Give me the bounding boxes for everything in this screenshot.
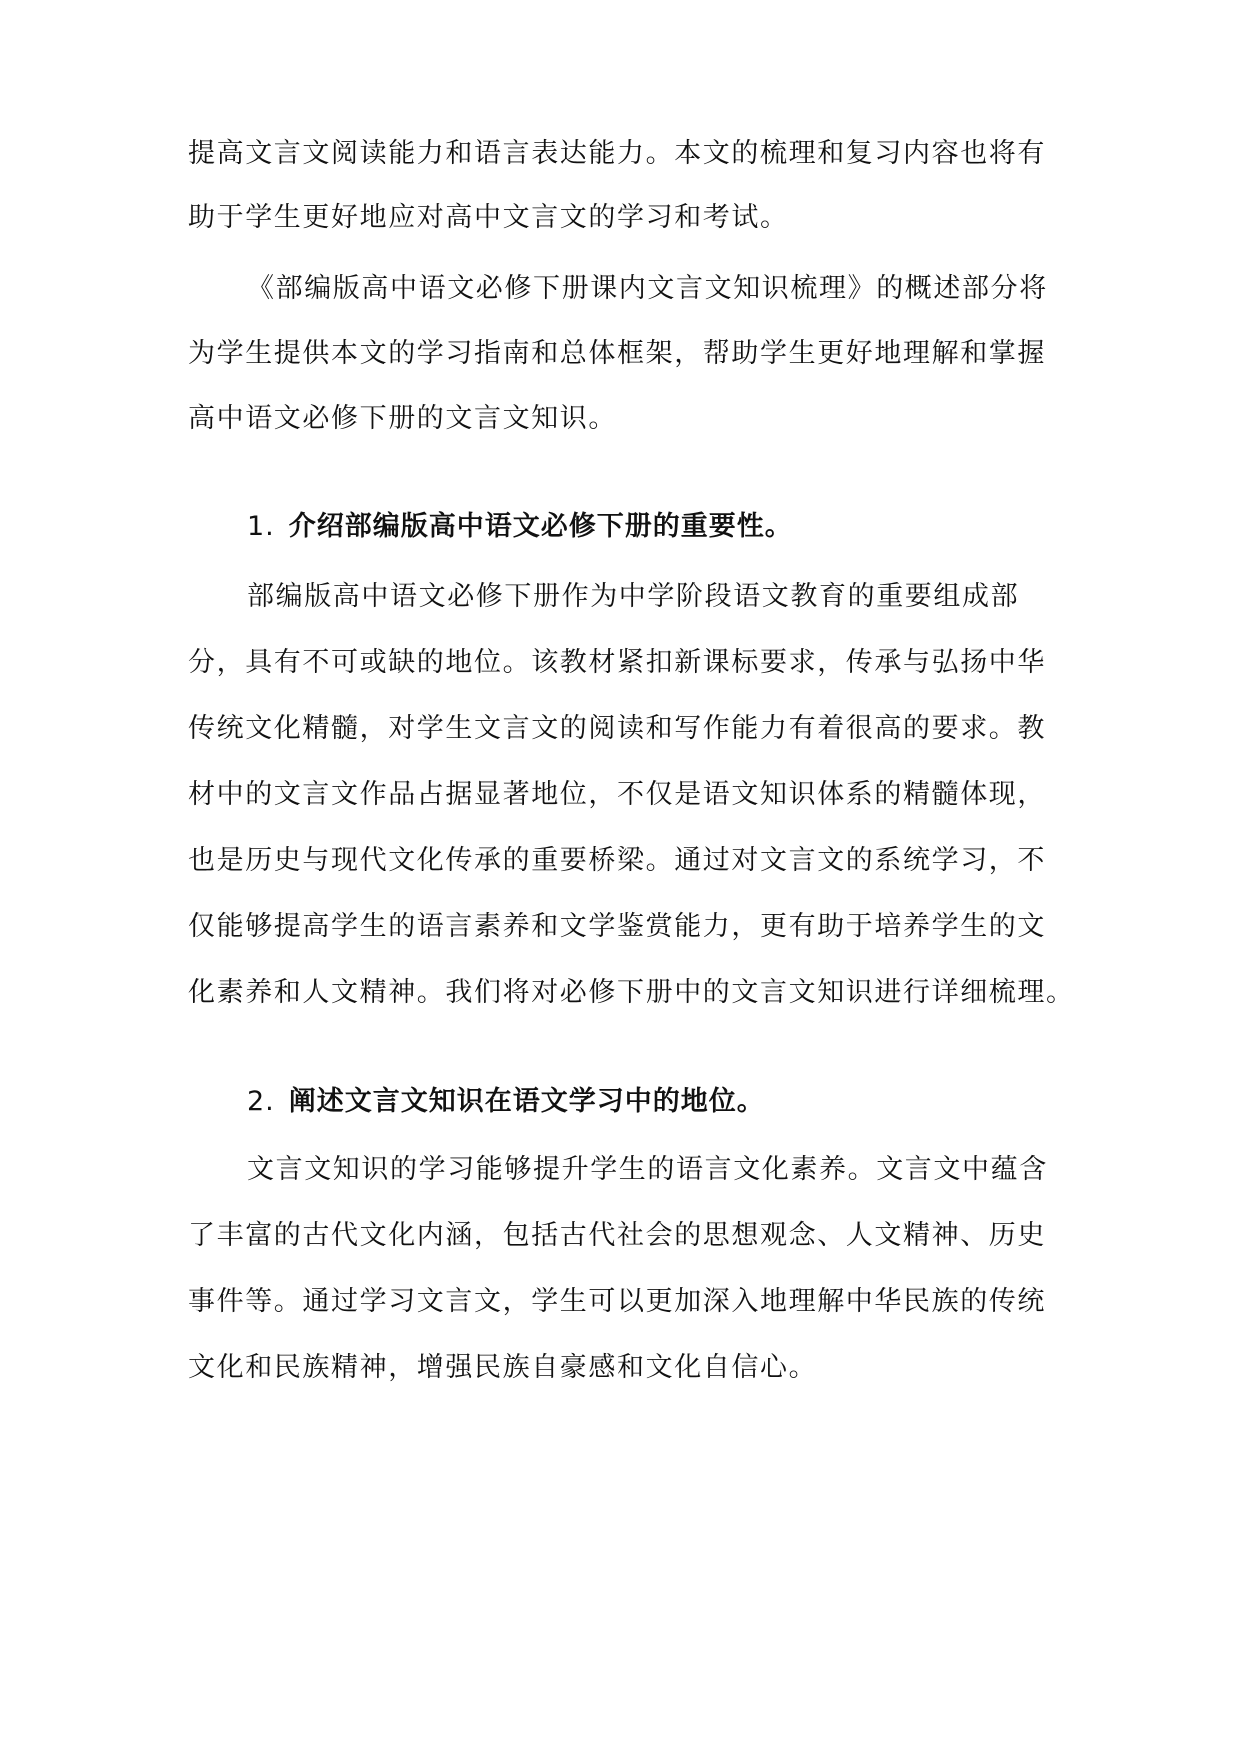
section-2-heading bbox=[247, 1085, 765, 1119]
section-1-line-1: 部编版高中语文必修下册作为中学阶段语文教育的重要组成部 bbox=[247, 581, 1020, 612]
section-1-title: 介绍部编版高中语文必修下册的重要性。 bbox=[288, 511, 793, 542]
section-2-title: 阐述文言文知识在语文学习中的地位。 bbox=[288, 1086, 765, 1117]
overview-line-1: 《部编版高中语文必修下册课内文言文知识梳理》的概述部分将 bbox=[247, 273, 1048, 304]
overview-line-2: 为学生提供本文的学习指南和总体框架，帮助学生更好地理解和掌握 bbox=[188, 338, 1046, 369]
section-2-line-2: 了丰富的古代文化内涵，包括古代社会的思想观念、人文精神、历史 bbox=[188, 1220, 1046, 1251]
section-1-line-4: 材中的文言文作品占据显著地位，不仅是语文知识体系的精髓体现， bbox=[188, 779, 1046, 810]
intro-line-1: 提高文言文阅读能力和语言表达能力。本文的梳理和复习内容也将有 bbox=[188, 138, 1046, 169]
section-1-line-7: 化素养和人文精神。我们将对必修下册中的文言文知识进行详细梳理。 bbox=[188, 977, 1075, 1008]
section-1-heading bbox=[247, 510, 793, 544]
section-2-line-4: 文化和民族精神，增强民族自豪感和文化自信心。 bbox=[188, 1352, 818, 1383]
section-1-line-2: 分，具有不可或缺的地位。该教材紧扣新课标要求，传承与弘扬中华 bbox=[188, 647, 1046, 678]
intro-line-2: 助于学生更好地应对高中文言文的学习和考试。 bbox=[188, 202, 789, 233]
section-2-line-3: 事件等。通过学习文言文，学生可以更加深入地理解中华民族的传统 bbox=[188, 1286, 1046, 1317]
section-2-line-1: 文言文知识的学习能够提升学生的语言文化素养。文言文中蕴含 bbox=[247, 1154, 1048, 1185]
overview-line-3: 高中语文必修下册的文言文知识。 bbox=[188, 403, 617, 434]
section-1-line-3: 传统文化精髓，对学生文言文的阅读和写作能力有着很高的要求。教 bbox=[188, 713, 1046, 744]
section-1-line-6: 仅能够提高学生的语言素养和文学鉴赏能力，更有助于培养学生的文 bbox=[188, 911, 1046, 942]
section-1-line-5: 也是历史与现代文化传承的重要桥梁。通过对文言文的系统学习，不 bbox=[188, 845, 1046, 876]
section-2-number: 2. bbox=[247, 1086, 275, 1117]
section-1-number: 1. bbox=[247, 511, 275, 542]
